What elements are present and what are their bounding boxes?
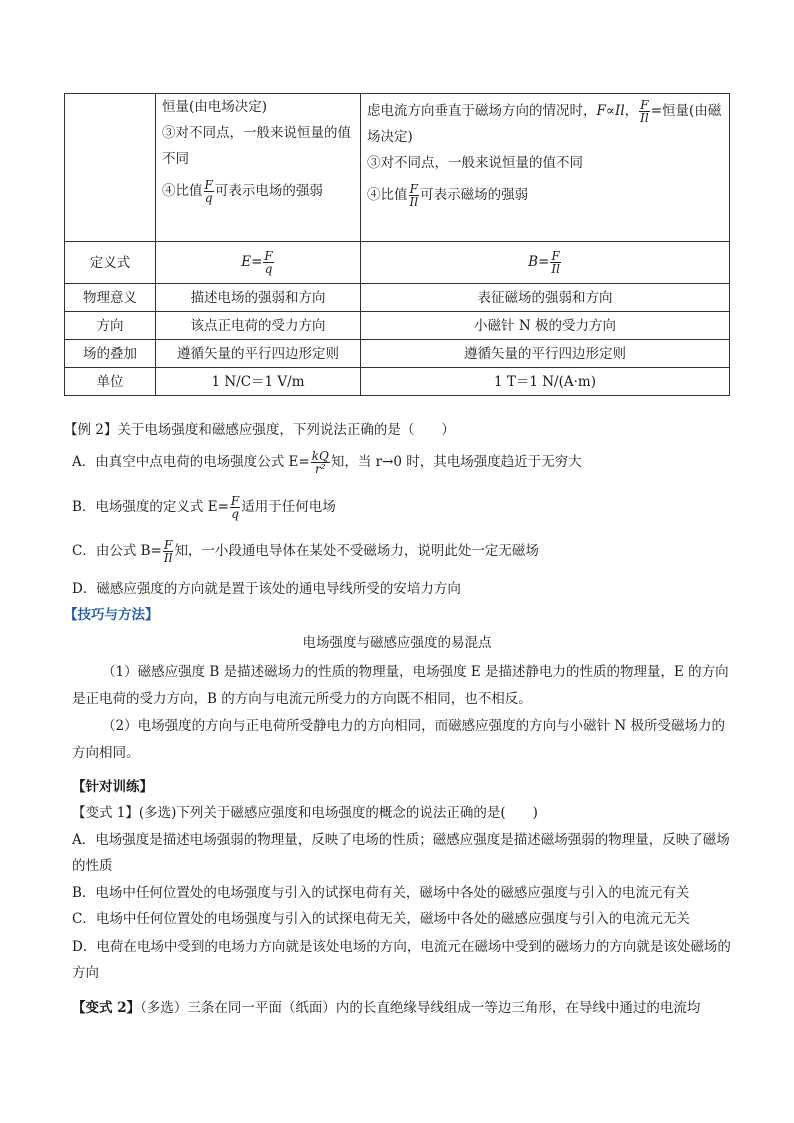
fraction-denominator: q — [264, 262, 273, 276]
option-a — [72, 450, 732, 475]
fraction — [409, 183, 420, 208]
fraction-numerator: F — [640, 98, 649, 112]
fraction-numerator: F — [230, 494, 240, 508]
table-cell: 遵循矢量的平行四边形定则 — [156, 340, 361, 368]
table-row — [65, 368, 730, 396]
row-label: 单位 — [65, 368, 156, 396]
text-span: ， — [624, 103, 639, 119]
fraction — [311, 450, 330, 475]
text-span: 可表示磁场的强弱 — [420, 187, 529, 203]
fraction-denominator: Il — [551, 262, 560, 276]
table-cell: 遵循矢量的平行四边形定则 — [361, 340, 730, 368]
variant-2-label: 【变式 2】 — [72, 1000, 141, 1016]
table-cell-electric-properties — [156, 94, 361, 242]
table-cell: 该点正电荷的受力方向 — [156, 312, 361, 340]
variant-1-option-b: B．电场中任何位置处的电场强度与引入的试探电荷有关，磁场中各处的磁感应强度与引入的电流元有关 — [72, 885, 690, 901]
table-row — [65, 284, 730, 312]
fraction — [263, 250, 273, 275]
text-span: ④比值 — [367, 187, 408, 203]
row-label: 场的叠加 — [65, 340, 156, 368]
table-row — [65, 312, 730, 340]
table-cell-magnetic-properties — [361, 94, 730, 242]
variant-1-option-a: A．电场强度是描述电场强弱的物理量，反映了电场的性质；磁感应强度是描述磁场强弱的物理量，反映了磁场的性质 — [72, 832, 730, 874]
fraction-numerator: F — [204, 178, 213, 192]
example-stem: 【例 2】关于电场强度和磁感应强度，下列说法正确的是（ ） — [64, 422, 455, 438]
table-cell — [361, 242, 730, 284]
text-span: C．由公式 B= — [72, 543, 162, 559]
table-cell: 1 T＝1 N/(A·m) — [361, 368, 730, 396]
table-row — [65, 242, 730, 284]
fraction-denominator: Il — [163, 551, 173, 565]
text-span: 适用于任何电场 — [241, 499, 336, 515]
table-cell — [156, 242, 361, 284]
option-b — [72, 495, 732, 520]
comparison-table — [64, 93, 730, 396]
fraction — [639, 99, 650, 124]
fraction-denominator: Il — [640, 111, 649, 125]
fraction — [230, 495, 240, 520]
cell-line: ③对不同点，一般来说恒量的值不同 — [367, 155, 583, 171]
fraction-denominator: q — [204, 191, 213, 205]
cell-line: ③对不同点，一般来说恒量的值不同 — [162, 125, 351, 167]
option-c — [72, 539, 732, 564]
fraction-denominator: r² — [315, 462, 326, 476]
text-span: 知，一小段通电导体在某处不受磁场力，说明此处一定无磁场 — [174, 543, 539, 559]
cell-line — [162, 178, 354, 204]
text-span: E= — [241, 254, 263, 270]
section-header-training: 【针对训练】 — [72, 779, 153, 795]
variant-1-option-c: C．电场中任何位置处的电场强度与引入的试探电荷无关，磁场中各处的磁感应强度与引入的电流元无关 — [72, 911, 690, 927]
table-cell-empty — [65, 94, 156, 242]
cell-line: 恒量(由电场决定) — [162, 99, 268, 115]
fraction-numerator: kQ — [311, 449, 329, 463]
option-d: D．磁感应强度的方向就是置于该处的通电导线所受的安培力方向 — [72, 581, 461, 597]
fraction — [550, 250, 561, 275]
fraction — [204, 179, 214, 204]
text-span: =恒量(由磁场决定) — [367, 103, 722, 145]
section-header-tips: 【技巧与方法】 — [64, 607, 159, 623]
text-span: B．电场强度的定义式 E= — [72, 499, 229, 515]
tips-paragraph-1: （1）磁感应强度 B 是描述磁场力的性质的物理量，电场强度 E 是描述静电力的性质的物理量，E 的方向是正电荷的受力方向，B 的方向与电流元所受力的方向既不相同，也不相反。 — [72, 664, 729, 707]
table-cell: 小磁针 N 极的受力方向 — [361, 312, 730, 340]
fraction-denominator: q — [231, 507, 239, 521]
text-span: 知，当 r→0 时，其电场强度趋近于无穷大 — [330, 454, 582, 470]
text-span: （多选）三条在同一平面（纸面）内的长直绝缘导线组成一等边三角形，在导线中通过的电流均 — [140, 1000, 701, 1016]
row-label: 物理意义 — [65, 284, 156, 312]
text-span: 可表示电场的强弱 — [214, 183, 323, 199]
fraction-numerator: F — [409, 182, 418, 196]
cell-line — [367, 98, 723, 150]
fraction-numerator: F — [551, 249, 560, 263]
text-span: F∝Il — [596, 103, 625, 119]
table-cell: 表征磁场的强弱和方向 — [361, 284, 730, 312]
table-row — [65, 94, 730, 242]
fraction-numerator: F — [264, 249, 273, 263]
tips-paragraph-2: （2）电场强度的方向与正电荷所受静电力的方向相同，而磁感应强度的方向与小磁针 N 极所受磁场力的方向相同。 — [72, 718, 725, 761]
text-span: A．由真空中点电荷的电场强度公式 E= — [72, 454, 310, 470]
variant-1-stem: 【变式 1】(多选)下列关于磁感应强度和电场强度的概念的说法正确的是( ) — [72, 805, 538, 821]
text-span: B= — [528, 254, 550, 270]
fraction — [163, 539, 174, 564]
cell-line — [367, 182, 723, 208]
row-label: 定义式 — [65, 242, 156, 284]
table-cell: 描述电场的强弱和方向 — [156, 284, 361, 312]
table-cell: 1 N/C＝1 V/m — [156, 368, 361, 396]
table-row — [65, 340, 730, 368]
tips-title: 电场强度与磁感应强度的易混点 — [302, 635, 492, 651]
fraction-numerator: F — [163, 538, 173, 552]
text-span: ④比值 — [162, 183, 203, 199]
row-label: 方向 — [65, 312, 156, 340]
text-span: 虑电流方向垂直于磁场方向的情况时， — [367, 103, 597, 119]
fraction-denominator: Il — [409, 195, 419, 209]
variant-1-option-d: D．电荷在电场中受到的电场力方向就是该处电场的方向，电流元在磁场中受到的磁场力的方向就是该处磁场的方向 — [72, 939, 731, 981]
variant-2-stem — [72, 996, 732, 1020]
